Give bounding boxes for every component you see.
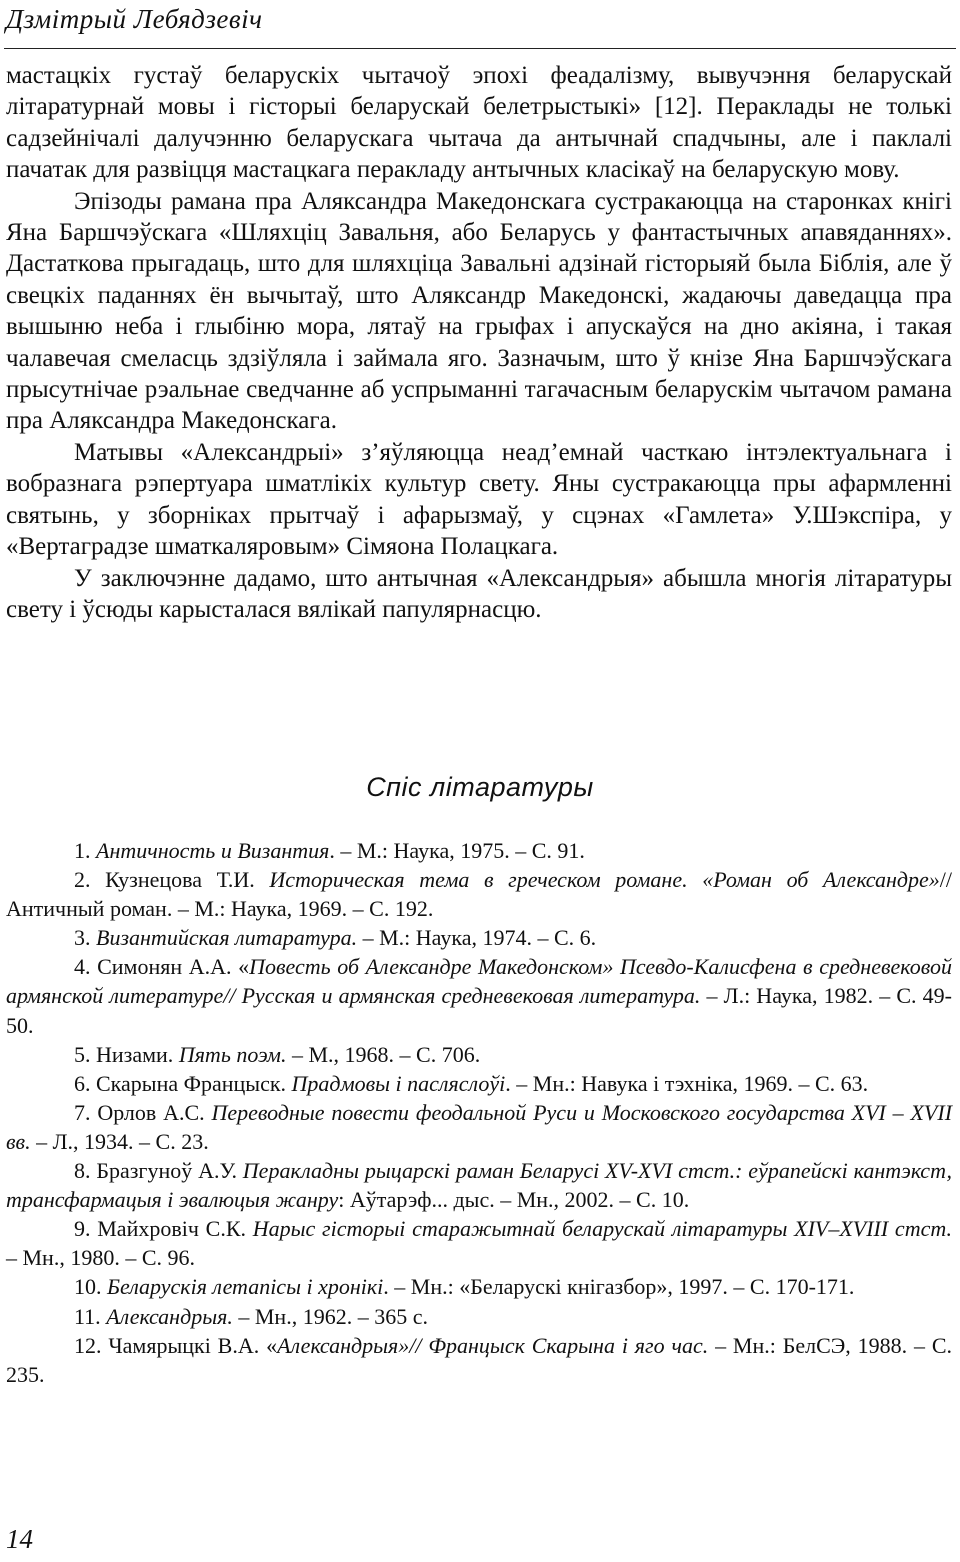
reference-item: 5. Низами. Пять поэм. – М., 1968. – С. 706. (74, 1041, 481, 1067)
reference-item: 9. Майхровіч С.К. Нарыс гісторыі старажытнай беларускай літаратуры XIV–XVIII стст. – Мн., 1980. – С. 96. (6, 1216, 953, 1271)
references-list (6, 836, 952, 1389)
running-header (4, 0, 956, 49)
reference-item: 8. Бразгуноў А.У. Перакладны рыцарскі раман Беларусі XV-XVI стст.: еўрапейскі кантэкст, трансфармацыя і эвалюцыя жанру: Аўтарэф... дыс. – Мн., 2002. – С. 10. (6, 1158, 953, 1213)
paragraph: У заключэнне дадамо, што антычная «Александрыя» абышла многія літаратуры свету і ўсюды карысталася вялікай папулярнасцю. (6, 564, 952, 623)
reference-item: 6. Скарына Францыск. Прадмовы і пасляслоўі. – Мн.: Навука і тэхніка, 1969. – С. 63. (74, 1070, 869, 1096)
reference-item: 1. Античность и Византия. – М.: Наука, 1975. – С. 91. (74, 838, 585, 863)
paragraph: мастацкіх густаў беларускіх чытачоў эпохі феадалізму, вывучэння беларускай літаратурнай мовы і гісторыі беларускай белетрыстыкі» [12]. Пераклады не толькі садзейнічалі далучэнню беларускага чытача да антычнай спадчыны, але і паклалі пачатак для развіцця мастацкага перакладу антычных класікаў на беларускую мову. (6, 62, 952, 184)
page-number: 14 (6, 1524, 33, 1554)
reference-item: 3. Византийская литаратура. – М.: Наука, 1974. – С. 6. (74, 925, 597, 951)
paragraph: Эпізоды рамана пра Аляксандра Македонскага сустракаюцца на старонках кнігі Яна Баршчэўскага «Шляхціц Завальня, або Беларусь у фантастычных апавяданнях». Дастаткова прыгадаць, што для шляхціца Завальні адзінай гісторыяй была Біблія, але ў свецкіх паданнях ён вычытаў, што Аляксандр Македонскі, жадаючы даведацца пра вышыню неба і глыбіню мора, лятаў на грыфах і апускаўся на дно акіяна, і такая чалавечая смеласць здзіўляла і займала яго. Зазначым, што ў кнізе Яна Баршчэўскага прысутнічае рэальнае сведчанне аб успрыманні тагачасным беларускім чытачом рамана пра Аляксандра Македонскага. (6, 187, 952, 435)
references-title: Спіс літаратуры (366, 772, 594, 802)
main-text (6, 60, 952, 625)
paragraph: Матывы «Александрыі» з’яўляюцца неад’емнай часткаю інтэлектуальнага і вобразнага рэпертуара шматлікіх культур свету. Яны сустракаюцца пры афармленні святынь, у зборніках прытчаў і афарызмаў, у сцэнах «Гамлета» У.Шэкспіра, у «Вертаградзе шматкаляровым» Сімяона Полацкага. (6, 438, 952, 561)
running-header-author: Дзмітрый Лебядзевіч (6, 4, 263, 34)
reference-item: 11. Александрыя. – Мн., 1962. – 365 с. (74, 1303, 428, 1329)
reference-item: 4. Симонян А.А. «Повесть об Александре Македонском» Псевдо-Калисфена в средневековой армянской литературе// Русская и армянская средневековая литература. – Л.: Наука, 1982. – С. 49-50. (6, 954, 953, 1038)
reference-item: 12. Чамярыцкі В.А. «Александрыя»// Францыск Скарына і яго час. – Мн.: БелСЭ, 1988. – С. 235. (6, 1332, 953, 1387)
reference-item: 2. Кузнецова Т.И. Историческая тема в греческом романе. «Роман об Александре»// Античный роман. – М.: Наука, 1969. – С. 192. (6, 867, 953, 922)
reference-item: 10. Беларускія летапісы і хронікі. – Мн.: «Беларускі кнігазбор», 1997. – С. 170-171. (74, 1274, 855, 1300)
reference-item: 7. Орлов А.С. Переводные повести феодальной Руси и Московского государства XVI – XVII вв. – Л., 1934. – С. 23. (6, 1099, 953, 1154)
